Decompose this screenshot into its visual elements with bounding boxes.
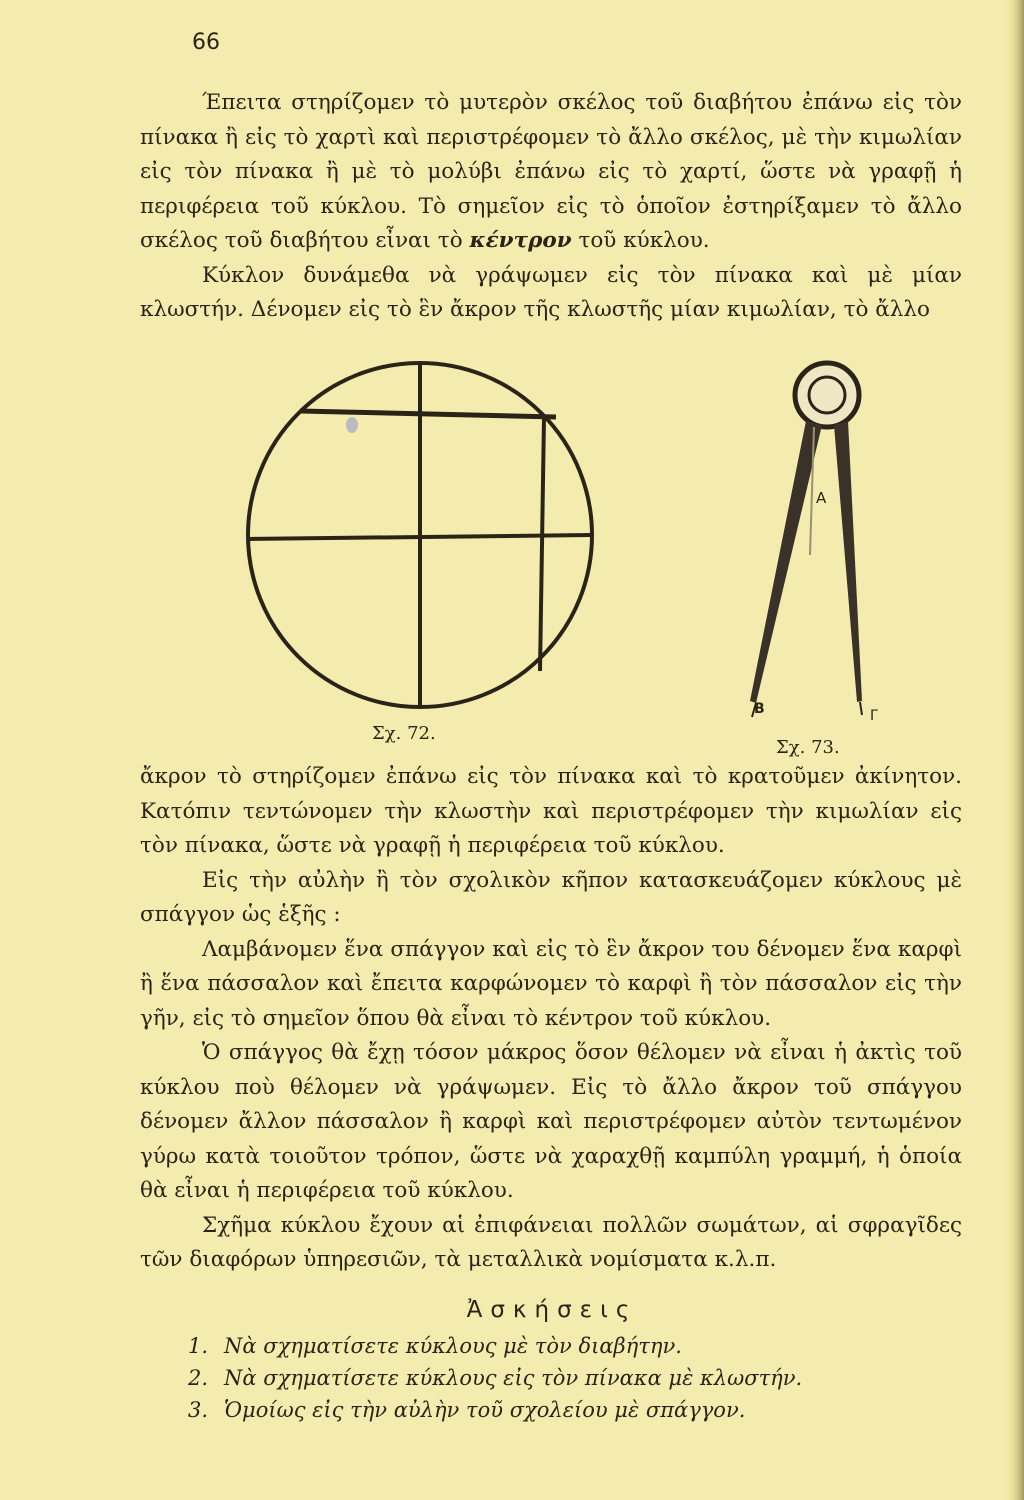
chord-right <box>540 417 544 671</box>
figure-72-caption: Σχ. 72. <box>372 723 436 744</box>
exercises-heading: Ἀσκήσεις <box>466 1297 638 1323</box>
exercise-text: Νὰ σχηματίσετε κύκλους εἰς τὸν πίνακα μὲ κλωστήν. <box>224 1366 803 1390</box>
paragraph-string-method: Κύκλον δυνάμεθα νὰ γράψωμεν εἰς τὸν πίνακα καὶ μὲ μίαν κλωστήν. Δένομεν εἰς τὸ ἓν ἄκρον τῆς κλωστῆς μίαν κιμωλίαν, τὸ ἄλλο <box>140 262 962 322</box>
label-b: Β <box>754 701 765 717</box>
label-g: Γ <box>870 708 878 724</box>
lower-text-block <box>140 760 962 1278</box>
exercise-text: Νὰ σχηματίσετε κύκλους μὲ τὸν διαβήτην. <box>224 1334 682 1358</box>
exercise-item <box>188 1330 802 1362</box>
figure-72-circle-diagram <box>240 355 600 715</box>
paragraph-string-length: Ὁ σπάγγος θὰ ἔχῃ τόσον μάκρος ὅσον θέλομεν νὰ εἶναι ἡ ἀκτὶς τοῦ κύκλου ποὺ θέλομεν νὰ γράψωμεν. Εἰς τὸ ἄλλο ἄκρον τοῦ σπάγγου δένομεν ἄλλον πάσσαλον ἢ καρφὶ καὶ περιστρέφομεν αὐτὸν τεντωμένον γύρω κατὰ τοιοῦτον τρόπον, ὥστε νὰ χαραχθῇ καμπύλη γραμμή, ἡ ὁποία θὰ εἶναι ἡ περιφέρεια τοῦ κύκλου. <box>140 1040 962 1203</box>
paragraph-schoolyard: Εἰς τὴν αὐλὴν ἢ τὸν σχολικὸν κῆπον κατασκευάζομεν κύκλους μὲ σπάγγον ὡς ἑξῆς : <box>140 867 962 927</box>
right-leg-point <box>860 702 862 715</box>
ink-smudge <box>346 417 358 433</box>
page-number: 66 <box>192 30 220 55</box>
paragraph-1-ending: τοῦ κύκλου. <box>578 228 710 253</box>
compass-left-leg <box>750 421 822 703</box>
exercise-list <box>188 1330 802 1426</box>
figure-73-caption: Σχ. 73. <box>776 737 840 758</box>
exercise-item <box>188 1362 802 1394</box>
exercise-item <box>188 1394 802 1426</box>
upper-text-block <box>140 86 962 328</box>
figure-73-compass <box>740 355 890 725</box>
exercise-number: 3. <box>188 1398 209 1422</box>
page-edge-shadow <box>1006 0 1024 1500</box>
compass-hinge <box>795 363 859 427</box>
paragraph-circle-shapes: Σχῆμα κύκλου ἔχουν αἱ ἐπιφάνειαι πολλῶν σωμάτων, αἱ σφραγῖδες τῶν διαφόρων ὑπηρεσιῶν, τὰ μεταλλικὰ νομίσματα κ.λ.π. <box>140 1212 962 1272</box>
compass-right-leg <box>834 421 862 702</box>
emphasized-term-center: κέντρον <box>469 228 572 253</box>
paragraph-1-text: Έπειτα στηρίζομεν τὸ μυτερὸν σκέλος τοῦ διαβήτου ἐπάνω εἰς τὸν πίνακα ἢ εἰς τὸ χαρτὶ καὶ περιστρέφομεν τὸ ἄλλο σκέλος, μὲ τὴν κιμωλίαν εἰς τὸν πίνακα ἢ μὲ τὸ μολύβι ἐπάνω εἰς τὸ χαρτί, ὥστε νὰ γραφῇ ἡ περιφέρεια τοῦ κύκλου. Τὸ σημεῖον εἰς τὸ ὁποῖον ἐστηρίξαμεν τὸ ἄλλο σκέλος τοῦ διαβήτου εἶναι τὸ <box>140 90 962 253</box>
paragraph-stake-method: Λαμβάνομεν ἕνα σπάγγον καὶ εἰς τὸ ἓν ἄκρον του δένομεν ἕνα καρφὶ ἢ ἕνα πάσσαλον καὶ ἔπειτα καρφώνομεν τὸ καρφὶ ἢ τὸν πάσσαλον εἰς τὴν γῆν, εἰς τὸ σημεῖον ὅπου θὰ εἶναι τὸ κέντρον τοῦ κύκλου. <box>140 936 962 1031</box>
exercise-number: 1. <box>188 1334 209 1358</box>
exercise-text: Ὁμοίως εἰς τὴν αὐλὴν τοῦ σχολείου μὲ σπάγγον. <box>224 1398 746 1422</box>
exercise-number: 2. <box>188 1366 209 1390</box>
paragraph-continuation: ἄκρον τὸ στηρίζομεν ἐπάνω εἰς τὸν πίνακα καὶ τὸ κρατοῦμεν ἀκίνητον. Κατόπιν τεντώνομεν τὴν κλωστὴν καὶ περιστρέφομεν τὴν κιμωλίαν εἰς τὸν πίνακα, ὥστε νὰ γραφῇ ἡ περιφέρεια τοῦ κύκλου. <box>140 764 962 858</box>
chord-top <box>300 411 556 417</box>
label-a: Α <box>816 489 827 507</box>
paragraph-compass-instructions <box>140 86 962 259</box>
